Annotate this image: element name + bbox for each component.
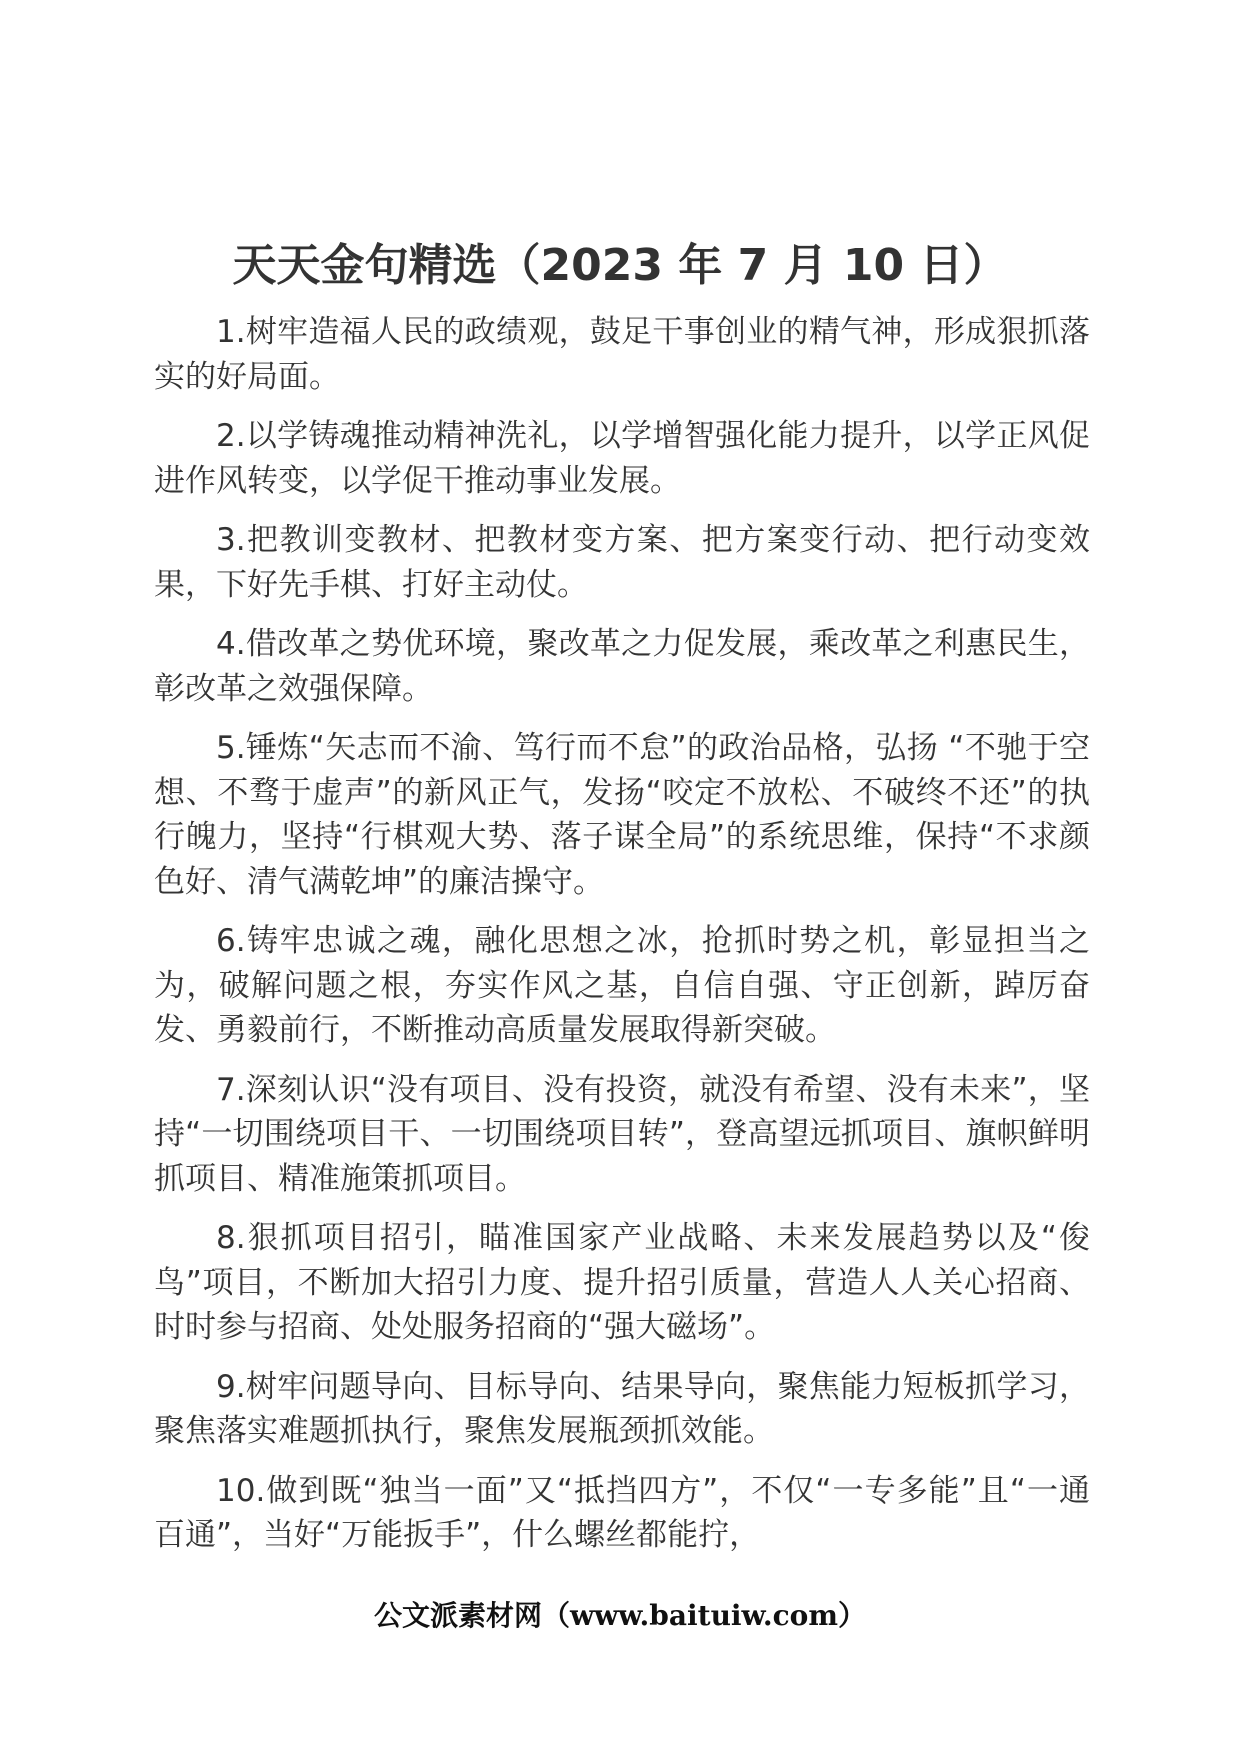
quote-paragraph-3: 3.把教训变教材、把教材变方案、把方案变行动、把行动变效果，下好先手棋、打好主动仗。 (154, 522, 1090, 603)
document-body (154, 310, 1090, 1573)
quote-paragraph-9: 9.树牢问题导向、目标导向、结果导向，聚焦能力短板抓学习，聚焦落实难题抓执行，聚焦发展瓶颈抓效能。 (154, 1368, 1090, 1449)
quote-paragraph-10: 10.做到既“独当一面”又“抵挡四方”，不仅“一专多能”且“一通百通”，当好“万能扳手”，什么螺丝都能拧， (154, 1472, 1090, 1553)
quote-paragraph-1: 1.树牢造福人民的政绩观，鼓足干事创业的精气神，形成狠抓落实的好局面。 (154, 314, 1090, 395)
quote-paragraph-6: 6.铸牢忠诚之魂，融化思想之冰，抢抓时势之机，彰显担当之为，破解问题之根，夯实作风之基，自信自强、守正创新，踔厉奋发、勇毅前行，不断推动高质量发展取得新突破。 (154, 923, 1090, 1048)
quote-paragraph-7: 7.深刻认识“没有项目、没有投资，就没有希望、没有未来”，坚持“一切围绕项目干、一切围绕项目转”，登高望远抓项目、旗帜鲜明抓项目、精准施策抓项目。 (154, 1071, 1090, 1197)
quote-paragraph-2: 2.以学铸魂推动精神洗礼，以学增智强化能力提升，以学正风促进作风转变，以学促干推动事业发展。 (154, 418, 1090, 499)
document-title: 天天金句精选（2023 年 7 月 10 日） (232, 240, 1008, 291)
quote-paragraph-8: 8.狠抓项目招引，瞄准国家产业战略、未来发展趋势以及“俊鸟”项目，不断加大招引力度、提升招引质量，营造人人关心招商、时时参与招商、处处服务招商的“强大磁场”。 (154, 1220, 1090, 1345)
quote-paragraph-4: 4.借改革之势优环境，聚改革之力促发展，乘改革之利惠民生，彰改革之效强保障。 (154, 626, 1090, 707)
page-footer: 公文派素材网（www.baituiw.com） (374, 1599, 866, 1632)
quote-paragraph-5: 5.锤炼“矢志而不渝、笃行而不怠”的政治品格，弘扬 “不驰于空想、不骛于虚声”的新风正气，发扬“咬定不放松、不破终不还”的执行魄力，坚持“行棋观大势、落子谋全局”的系统思维，保持“不求颜色好、清气满乾坤”的廉洁操守。 (154, 730, 1090, 900)
